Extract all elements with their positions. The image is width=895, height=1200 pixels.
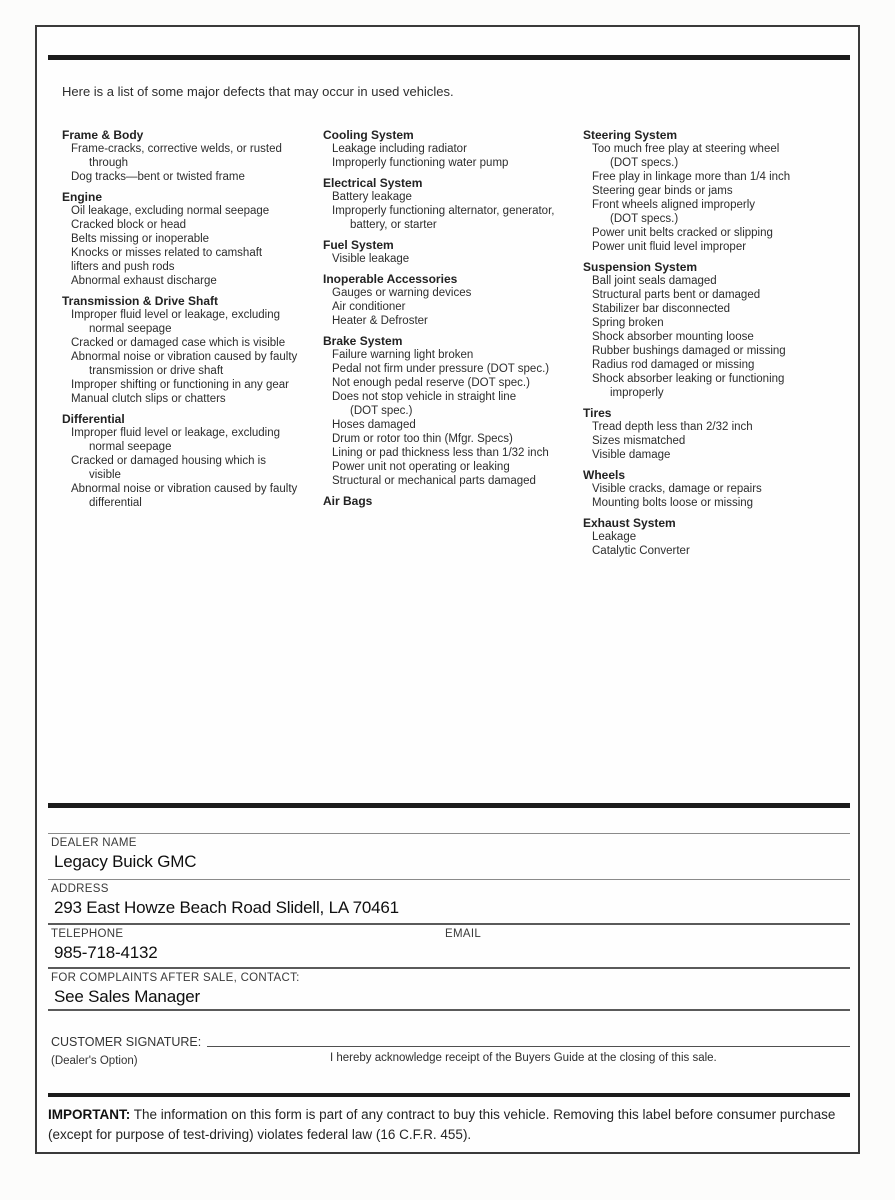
defect-category-title: Electrical System	[323, 176, 423, 190]
defect-item: Power unit belts cracked or slipping	[592, 227, 773, 239]
defect-item: Leakage including radiator	[332, 143, 467, 155]
defect-section	[583, 468, 853, 510]
defect-item: Shock absorber leaking or functioning	[592, 373, 785, 385]
defect-item: differential	[89, 497, 142, 509]
important-text: The information on this form is part of any contract to buy this vehicle. Removing this label before consumer purchase (except for purpose of test-driving) violates federal law (16 C.F.R. 455).	[48, 1107, 836, 1142]
defect-list-columns	[62, 128, 853, 558]
defect-item: Knocks or misses related to camshaft	[71, 247, 263, 259]
buyers-guide-back-page	[35, 25, 860, 1154]
defect-item: Manual clutch slips or chatters	[71, 393, 226, 405]
defect-item: Spring broken	[592, 317, 664, 329]
defect-category-title: Wheels	[583, 468, 626, 482]
defect-item: Hoses damaged	[332, 419, 416, 431]
defect-item: transmission or drive shaft	[89, 365, 224, 377]
defect-item: Abnormal exhaust discharge	[71, 275, 217, 287]
defect-item: normal seepage	[89, 323, 172, 335]
defect-item: (DOT spec.)	[350, 405, 413, 417]
defect-item: Steering gear binds or jams	[592, 185, 733, 197]
defect-item: Does not stop vehicle in straight line	[332, 391, 517, 403]
defect-item: Cracked or damaged housing which is	[71, 455, 266, 467]
defect-category-title: Suspension System	[583, 260, 698, 274]
defect-section	[62, 128, 323, 184]
intro-text: Here is a list of some major defects that may occur in used vehicles.	[62, 84, 454, 99]
defect-item: Heater & Defroster	[332, 315, 428, 327]
defect-item: Pedal not firm under pressure (DOT spec.)	[332, 363, 550, 375]
defect-item: Visible damage	[592, 449, 671, 461]
defect-item: (DOT specs.)	[610, 213, 679, 225]
defect-item: Cracked or damaged case which is visible	[71, 337, 286, 349]
defect-section	[323, 238, 583, 266]
defect-item: Power unit not operating or leaking	[332, 461, 510, 473]
defect-column-3	[583, 128, 853, 558]
defect-item: Catalytic Converter	[592, 545, 690, 557]
defect-item: Structural or mechanical parts damaged	[332, 475, 536, 487]
defect-item: Improper fluid level or leakage, excluding	[71, 427, 281, 439]
defect-section	[583, 128, 853, 254]
defect-category-title: Exhaust System	[583, 516, 676, 530]
defect-section	[62, 190, 323, 288]
important-label: IMPORTANT:	[48, 1107, 131, 1122]
defect-section	[323, 494, 583, 508]
defect-item: Ball joint seals damaged	[592, 275, 717, 287]
defect-section	[323, 272, 583, 328]
defect-item: Improper fluid level or leakage, excluding	[71, 309, 281, 321]
defect-item: Drum or rotor too thin (Mfgr. Specs)	[332, 433, 513, 445]
defect-item: Rubber bushings damaged or missing	[592, 345, 786, 357]
defect-section	[583, 516, 853, 558]
defect-category-title: Frame & Body	[62, 128, 144, 142]
top-divider-rule	[48, 55, 850, 60]
complaints-contact-label: FOR COMPLAINTS AFTER SALE, CONTACT:	[51, 972, 300, 984]
defect-category-title: Differential	[62, 412, 125, 426]
customer-signature-block	[48, 1035, 850, 1067]
defect-item: Power unit fluid level improper	[592, 241, 747, 253]
dealer-info-section	[48, 803, 850, 1011]
defect-item: Not enough pedal reserve (DOT spec.)	[332, 377, 530, 389]
defect-item: Mounting bolts loose or missing	[592, 497, 754, 509]
telephone-value: 985-718-4132	[54, 943, 158, 962]
defect-column-1	[62, 128, 323, 558]
bottom-divider-rule	[48, 1093, 850, 1097]
address-label: ADDRESS	[51, 883, 109, 895]
defect-category-title: Air Bags	[323, 494, 373, 508]
defect-item: Improperly functioning water pump	[332, 157, 509, 169]
defect-item: Front wheels aligned improperly	[592, 199, 755, 211]
defect-item: improperly	[610, 387, 664, 399]
defect-section	[323, 334, 583, 488]
defect-item: Gauges or warning devices	[332, 287, 472, 299]
defect-item: Belts missing or inoperable	[71, 233, 210, 245]
defect-item: normal seepage	[89, 441, 172, 453]
dealer-name-value: Legacy Buick GMC	[54, 852, 197, 871]
signature-row	[48, 1035, 850, 1049]
defect-column-2	[323, 128, 583, 558]
defect-section	[583, 260, 853, 400]
important-notice	[48, 1105, 848, 1144]
defect-category-title: Transmission & Drive Shaft	[62, 294, 219, 308]
defect-item: Structural parts bent or damaged	[592, 289, 761, 301]
acknowledgement-text: I hereby acknowledge receipt of the Buyers Guide at the closing of this sale.	[330, 1052, 717, 1064]
defect-category-title: Engine	[62, 190, 103, 204]
defect-item: Shock absorber mounting loose	[592, 331, 754, 343]
defect-section	[62, 412, 323, 510]
telephone-email-field	[48, 923, 850, 967]
signature-sub-row	[48, 1051, 850, 1067]
defect-item: Leakage	[592, 531, 637, 543]
dealer-name-label: DEALER NAME	[51, 837, 137, 849]
defect-category-title: Cooling System	[323, 128, 414, 142]
defect-item: Improperly functioning alternator, generator,	[332, 205, 555, 217]
defect-item: Too much free play at steering wheel	[592, 143, 780, 155]
defect-item: Lining or pad thickness less than 1/32 inch	[332, 447, 549, 459]
defect-item: Oil leakage, excluding normal seepage	[71, 205, 270, 217]
defect-item: Sizes mismatched	[592, 435, 686, 447]
defect-item: visible	[89, 469, 121, 481]
defect-section	[583, 406, 853, 462]
dealers-option-note: (Dealer's Option)	[51, 1055, 138, 1067]
defect-item: (DOT specs.)	[610, 157, 679, 169]
defect-item: Battery leakage	[332, 191, 412, 203]
address-field	[48, 879, 850, 923]
defect-item: Improper shifting or functioning in any gear	[71, 379, 289, 391]
defect-item: Visible cracks, damage or repairs	[592, 483, 762, 495]
defect-item: Visible leakage	[332, 253, 410, 265]
defect-item: lifters and push rods	[71, 261, 175, 273]
defect-section	[323, 128, 583, 170]
defect-item: Abnormal noise or vibration caused by faulty	[71, 351, 298, 363]
defect-category-title: Steering System	[583, 128, 678, 142]
defect-item: through	[89, 157, 129, 169]
customer-signature-label: CUSTOMER SIGNATURE:	[51, 1035, 202, 1049]
dealer-fields	[48, 833, 850, 1011]
telephone-email-labels	[51, 928, 850, 940]
email-label: EMAIL	[445, 928, 482, 940]
defect-section	[323, 176, 583, 232]
defect-item: Radius rod damaged or missing	[592, 359, 755, 371]
defect-category-title: Tires	[583, 406, 612, 420]
dealer-section-divider-rule	[48, 803, 850, 808]
telephone-label: TELEPHONE	[51, 928, 124, 940]
defect-section	[62, 294, 323, 406]
defect-category-title: Fuel System	[323, 238, 394, 252]
defect-item: Tread depth less than 2/32 inch	[592, 421, 753, 433]
complaints-contact-value: See Sales Manager	[54, 987, 200, 1006]
defect-item: Frame-cracks, corrective welds, or rusted	[71, 143, 282, 155]
defect-item: Stabilizer bar disconnected	[592, 303, 731, 315]
defect-item: Free play in linkage more than 1/4 inch	[592, 171, 791, 183]
defect-item: Air conditioner	[332, 301, 406, 313]
defect-item: Cracked block or head	[71, 219, 187, 231]
defect-category-title: Brake System	[323, 334, 403, 348]
dealer-name-field	[48, 833, 850, 879]
defect-item: Failure warning light broken	[332, 349, 474, 361]
complaints-contact-field	[48, 967, 850, 1011]
defect-category-title: Inoperable Accessories	[323, 272, 458, 286]
address-value: 293 East Howze Beach Road Slidell, LA 70461	[54, 898, 399, 917]
defect-item: Abnormal noise or vibration caused by faulty	[71, 483, 298, 495]
defect-item: battery, or starter	[350, 219, 437, 231]
signature-line	[207, 1045, 850, 1047]
defect-item: Dog tracks—bent or twisted frame	[71, 171, 245, 183]
